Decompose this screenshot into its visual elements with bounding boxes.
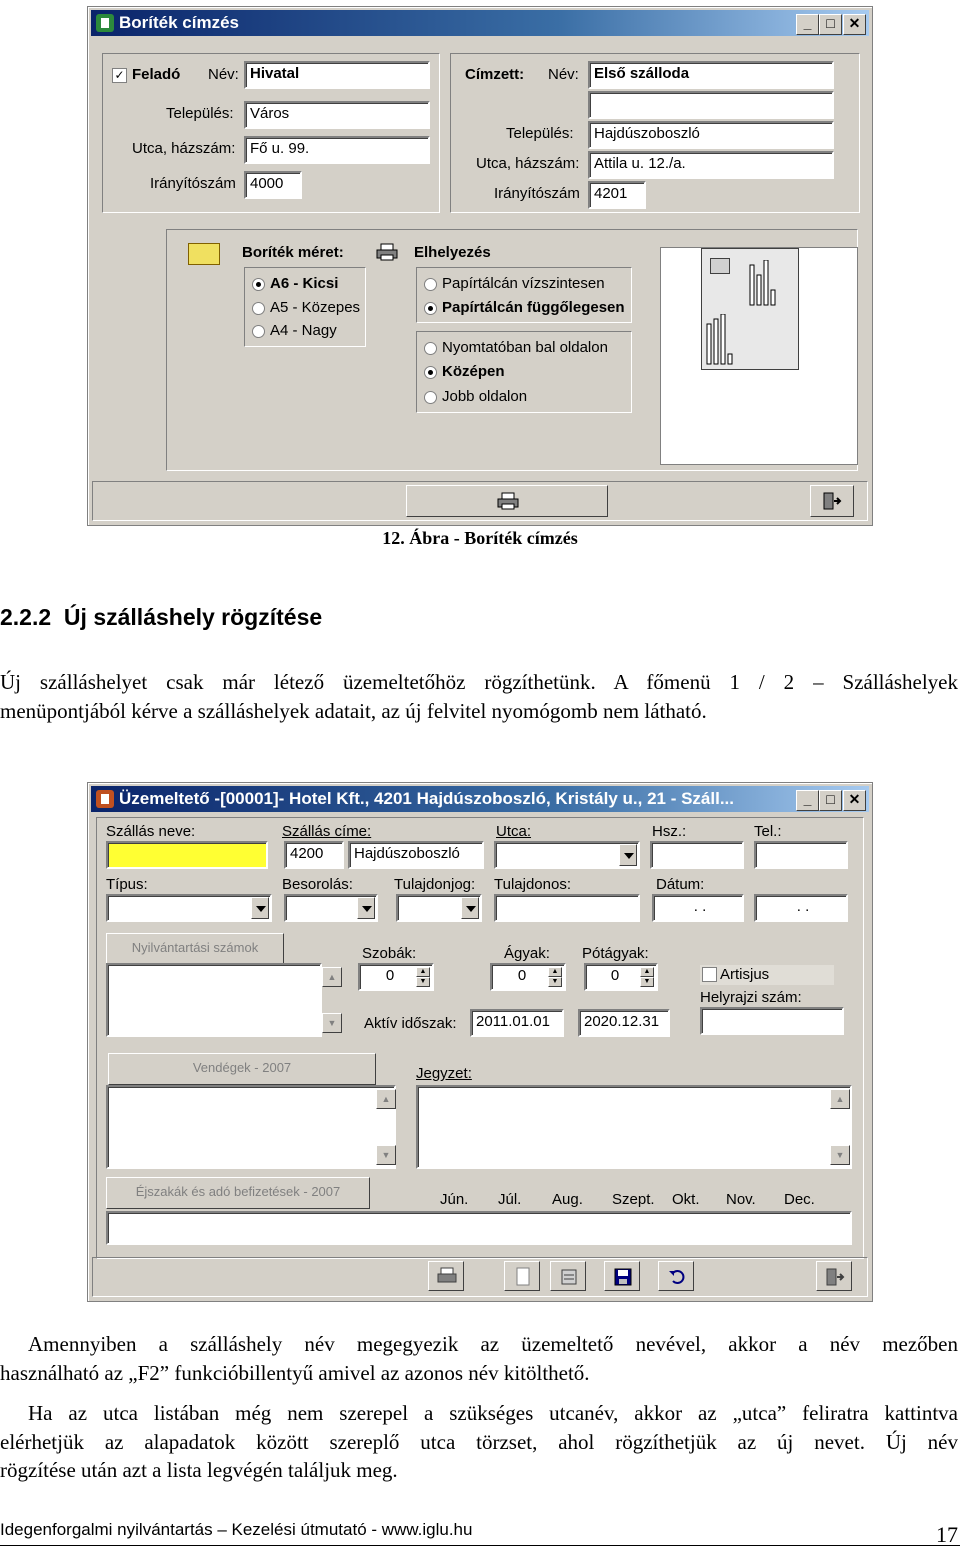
note-scroll-down[interactable]: ▼ — [830, 1145, 850, 1165]
para1-line1: Új szálláshelyet csak már létező üzemeltetőhöz rögzíthetünk. A főmenü 1 / 2 – Szálláshelyek — [0, 670, 958, 694]
rooms-value: 0 — [385, 967, 395, 984]
date-label: Dátum: — [656, 876, 705, 893]
close-button[interactable]: ✕ — [843, 14, 866, 35]
minimize-button[interactable]: _ — [796, 790, 819, 811]
para2-line2: használható az „F2” funkcióbillentyű amivel az azonos név kitölthető. — [0, 1361, 590, 1385]
para1-line2: menüpontjából kérve a szálláshelyek adatait, az új felvitel nyomógomb nem látható. — [0, 699, 707, 723]
exit-button[interactable] — [816, 1261, 852, 1291]
maximize-button[interactable]: □ — [819, 790, 842, 811]
envelope-exit-button[interactable] — [810, 485, 854, 517]
hsz-label: Hsz.: — [652, 823, 687, 840]
month-sep: Szept. — [612, 1191, 655, 1208]
sender-street-label: Utca, házszám: — [132, 140, 236, 157]
month-oct: Okt. — [672, 1191, 700, 1208]
guests-list[interactable] — [106, 1085, 396, 1169]
month-jul: Júl. — [498, 1191, 522, 1208]
app-icon — [96, 14, 114, 32]
sender-city-field[interactable]: Város — [244, 101, 430, 129]
recipient-label: Címzett: — [465, 66, 525, 83]
page-number: 17 — [936, 1522, 958, 1547]
para3-line2: elérhetjük az alapadatok között szereplő utca törzset, ahol rögzíthetjük az új nevet. Új név — [0, 1430, 958, 1454]
registry-list[interactable] — [106, 963, 322, 1037]
operator-toolbar — [92, 1257, 868, 1297]
period-from-field[interactable]: 2011.01.01 — [470, 1009, 564, 1037]
sender-name-label: Név: — [208, 66, 239, 83]
exit-door-icon — [822, 491, 842, 511]
ownership-dropdown[interactable] — [396, 894, 482, 922]
ownership-label: Tulajdonjog: — [394, 876, 476, 893]
operator-title: Üzemeltető -[00001]- Hotel Kft., 4201 Hajdúszoboszló, Kristály u., 21 - Száll... — [119, 789, 734, 808]
envelope-preview — [660, 247, 858, 465]
extra-beds-spinner[interactable] — [584, 963, 658, 991]
extra-beds-label: Pótágyak: — [582, 945, 649, 962]
recipient-street-field[interactable]: Attila u. 12./a. — [588, 151, 834, 179]
close-button[interactable]: ✕ — [843, 790, 866, 811]
save-disk-icon — [613, 1267, 633, 1287]
recipient-street-label: Utca, házszám: — [476, 155, 580, 172]
undo-button[interactable] — [658, 1261, 694, 1291]
rooms-spin-buttons[interactable]: ▲ ▼ — [416, 967, 430, 987]
edit-icon — [559, 1267, 579, 1287]
chevron-down-icon[interactable] — [619, 844, 637, 866]
sender-zip-label: Irányítószám — [150, 175, 236, 192]
rooms-spinner[interactable] — [358, 963, 434, 991]
para3-line3: rögzítése után azt a lista legvégén találjuk meg. — [0, 1458, 398, 1482]
recipient-city-field[interactable]: Hajdúszoboszló — [588, 121, 834, 149]
envelope-titlebar — [91, 10, 869, 36]
recipient-name-field[interactable]: Első szálloda — [588, 61, 834, 89]
guests-scroll-up[interactable]: ▲ — [376, 1089, 396, 1109]
period-to-field[interactable]: 2020.12.31 — [578, 1009, 670, 1037]
operator-window — [87, 782, 873, 1302]
owner-field[interactable] — [494, 894, 640, 922]
side-option-right[interactable]: Jobb oldalon — [424, 388, 527, 405]
extra-beds-spin-buttons[interactable]: ▲ ▼ — [640, 967, 654, 987]
size-option-a6[interactable]: A6 - Kicsi — [252, 275, 338, 292]
footer-text: Idegenforgalmi nyilvántartás – Kezelési útmutató - www.iglu.hu — [0, 1520, 473, 1539]
maximize-button[interactable]: □ — [819, 14, 842, 35]
preview-stamp — [710, 258, 730, 274]
undo-icon — [667, 1267, 687, 1287]
sender-checkbox[interactable]: ✓ — [112, 68, 127, 83]
name-label: Szállás neve: — [106, 823, 196, 840]
beds-spinner[interactable] — [490, 963, 566, 991]
app-icon — [96, 790, 114, 808]
size-label: Boríték méret: — [242, 244, 344, 261]
parcel-field[interactable] — [700, 1007, 844, 1035]
note-field[interactable] — [416, 1085, 852, 1169]
beds-value: 0 — [517, 967, 527, 984]
placement-label: Elhelyezés — [414, 244, 491, 261]
city-field[interactable]: Hajdúszoboszló — [348, 841, 484, 869]
recipient-zip-label: Irányítószám — [494, 185, 580, 202]
street-label[interactable]: Utca: — [496, 823, 532, 840]
tray-option-vertical[interactable]: Papírtálcán függőlegesen — [424, 299, 625, 316]
section-heading: 2.2.2 Új szálláshely rögzítése — [0, 604, 323, 630]
tel-label: Tel.: — [754, 823, 782, 840]
month-jun: Jún. — [440, 1191, 469, 1208]
month-aug: Aug. — [552, 1191, 583, 1208]
exit-door-icon — [825, 1267, 845, 1287]
beds-label: Ágyak: — [504, 945, 550, 962]
chevron-down-icon[interactable] — [251, 897, 269, 919]
note-label[interactable]: Jegyzet: — [416, 1065, 472, 1082]
address-label[interactable]: Szállás címe: — [282, 823, 372, 840]
envelope-window — [87, 6, 873, 526]
artisjus-label: Artisjus — [720, 966, 770, 983]
tel-field[interactable] — [754, 841, 848, 869]
guests-button[interactable]: Vendégek - 2007 — [108, 1053, 376, 1085]
recipient-city-label: Település: — [506, 125, 574, 142]
preview-address-lines — [749, 260, 783, 310]
beds-spin-buttons[interactable]: ▲ ▼ — [548, 967, 562, 987]
side-option-center[interactable]: Középen — [424, 363, 505, 380]
class-label: Besorolás: — [282, 876, 353, 893]
operator-titlebar — [91, 786, 869, 812]
para3-line1: Ha az utca listában még nem szerepel a szükséges utcanév, akkor az „utca” feliratra kattintva — [28, 1401, 958, 1425]
date-to-field[interactable]: . . — [754, 894, 848, 922]
recipient-name-field-2[interactable] — [588, 91, 834, 119]
printer-icon — [376, 243, 398, 261]
date-from-field[interactable]: . . — [652, 894, 744, 922]
sender-label: Feladó — [132, 66, 181, 83]
artisjus-checkbox[interactable] — [702, 967, 717, 982]
envelope-title: Boríték címzés — [119, 13, 239, 32]
month-dec: Dec. — [784, 1191, 815, 1208]
recipient-zip-field[interactable]: 4201 — [588, 181, 646, 209]
new-document-icon — [513, 1267, 533, 1287]
name-field[interactable] — [106, 841, 268, 869]
sender-name-field[interactable]: Hivatal — [244, 61, 430, 89]
sender-city-label: Település: — [166, 105, 234, 122]
extra-beds-value: 0 — [610, 967, 620, 984]
registry-scroll-up[interactable]: ▲ — [322, 967, 342, 987]
chevron-down-icon[interactable] — [357, 897, 375, 919]
envelope-print-button[interactable] — [406, 485, 608, 517]
note-scroll-up[interactable]: ▲ — [830, 1089, 850, 1109]
size-option-a4[interactable]: A4 - Nagy — [252, 322, 337, 339]
hsz-field[interactable] — [650, 841, 744, 869]
envelope-icon — [188, 243, 220, 265]
minimize-button[interactable]: _ — [796, 14, 819, 35]
para2-line1: Amennyiben a szálláshely név megegyezik az üzemeltető nevével, akkor a név mezőben — [28, 1332, 958, 1356]
side-option-left[interactable]: Nyomtatóban bal oldalon — [424, 339, 608, 356]
sender-street-field[interactable]: Fő u. 99. — [244, 136, 430, 164]
class-dropdown[interactable] — [284, 894, 378, 922]
registry-scroll-down[interactable]: ▼ — [322, 1013, 342, 1033]
rooms-label: Szobák: — [362, 945, 417, 962]
sender-zip-field[interactable]: 4000 — [244, 171, 302, 199]
nights-tax-button[interactable]: Éjszakák és adó befizetések - 2007 — [106, 1177, 370, 1209]
type-dropdown[interactable] — [106, 894, 272, 922]
print-icon — [437, 1267, 457, 1285]
preview-sender-lines — [706, 314, 738, 366]
tray-option-horizontal[interactable]: Papírtálcán vízszintesen — [424, 275, 605, 292]
street-dropdown[interactable] — [494, 841, 640, 869]
registry-numbers-button[interactable]: Nyilvántartási számok — [106, 933, 284, 965]
owner-label: Tulajdonos: — [494, 876, 571, 893]
print-button[interactable] — [428, 1261, 464, 1291]
edit-button[interactable] — [550, 1261, 586, 1291]
recipient-name-label: Név: — [548, 66, 579, 83]
nights-table[interactable] — [106, 1211, 852, 1245]
footer-rule — [0, 1545, 960, 1546]
zip-field[interactable]: 4200 — [284, 841, 344, 869]
type-label: Típus: — [106, 876, 148, 893]
save-button[interactable] — [604, 1261, 640, 1291]
active-period-label: Aktív időszak: — [364, 1015, 457, 1032]
size-option-a5[interactable]: A5 - Közepes — [252, 299, 360, 316]
guests-scroll-down[interactable]: ▼ — [376, 1145, 396, 1165]
figure-caption: 12. Ábra - Boríték címzés — [382, 528, 578, 548]
new-button[interactable] — [504, 1261, 540, 1291]
parcel-label: Helyrajzi szám: — [700, 989, 802, 1006]
chevron-down-icon[interactable] — [461, 897, 479, 919]
month-nov: Nov. — [726, 1191, 756, 1208]
print-icon — [497, 492, 519, 510]
